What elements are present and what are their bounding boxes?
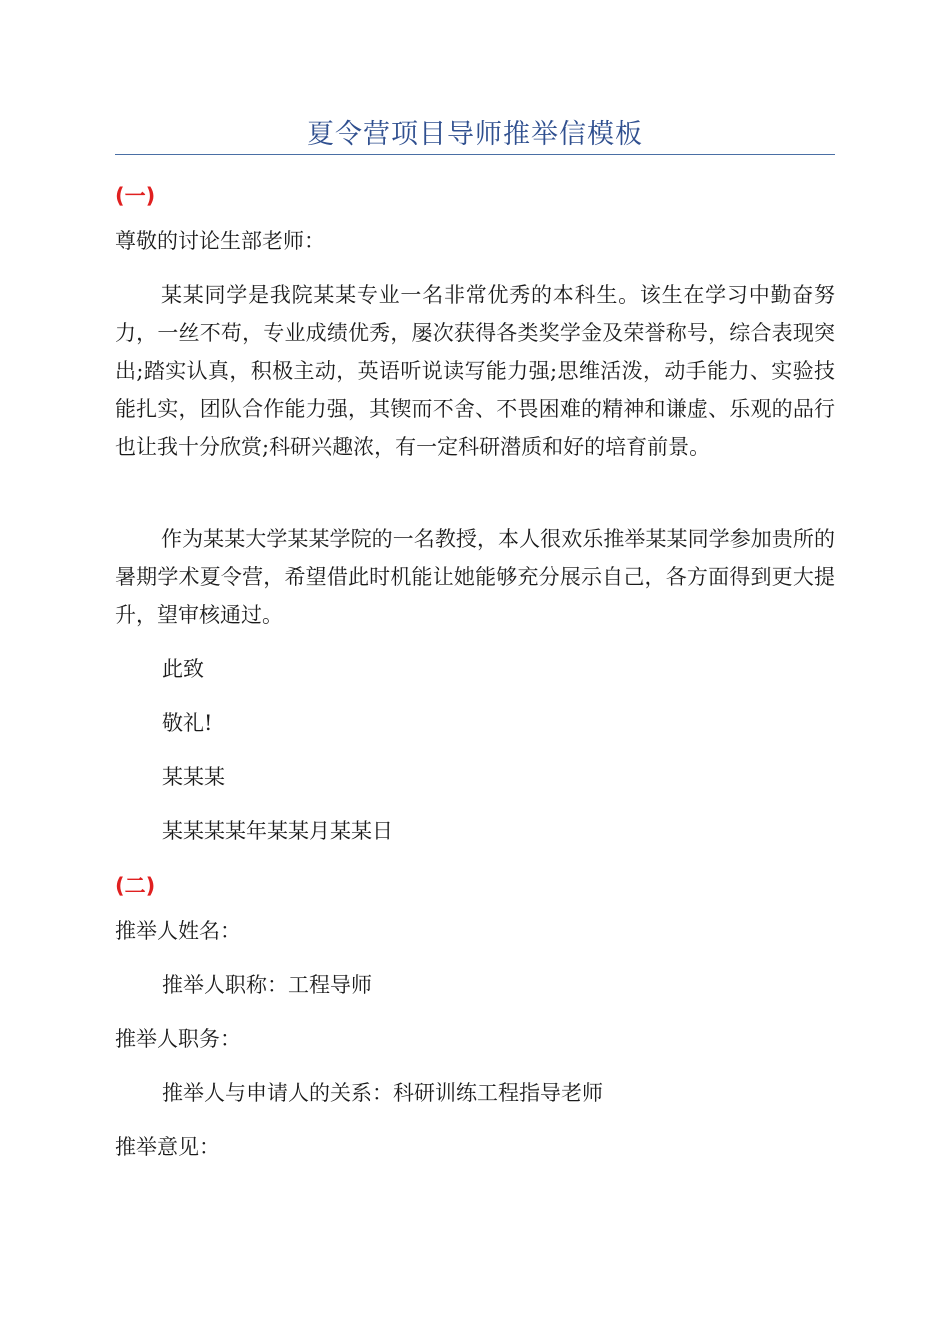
signature: 某某某 bbox=[162, 765, 225, 789]
section-2-heading: (二) bbox=[115, 874, 156, 898]
recommender-title-label: 推举人职称：工程导师 bbox=[162, 973, 372, 997]
recommender-position-label: 推举人职务： bbox=[115, 1027, 241, 1051]
recommendation-opinion-label: 推举意见： bbox=[115, 1135, 220, 1159]
closing-line-1: 此致 bbox=[162, 657, 204, 681]
body-paragraph-2: 作为某某大学某某学院的一名教授，本人很欢乐推举某某同学参加贵所的暑期学术夏令营，希望借此时机能让她能够充分展示自己，各方面得到更大提升，望审核通过。 bbox=[115, 527, 835, 627]
salutation: 尊敬的讨论生部老师： bbox=[115, 229, 325, 253]
signature-date: 某某某某年某某月某某日 bbox=[162, 819, 393, 843]
closing-line-2: 敬礼! bbox=[162, 711, 213, 735]
document-title: 夏令营项目导师推举信模板 bbox=[307, 119, 643, 150]
section-1-heading: (一) bbox=[115, 184, 156, 208]
recommender-relation-label: 推举人与申请人的关系：科研训练工程指导老师 bbox=[162, 1081, 603, 1105]
body-paragraph-1: 某某同学是我院某某专业一名非常优秀的本科生。该生在学习中勤奋努力，一丝不苟，专业成绩优秀，屡次获得各类奖学金及荣誉称号，综合表现突出;踏实认真，积极主动，英语听说读写能力强;思维活泼，动手能力、实验技能扎实，团队合作能力强，其锲而不舍、不畏困难的精神和谦虚、乐观的品行也让我十分欣赏;科研兴趣浓，有一定科研潜质和好的培育前景。 bbox=[115, 283, 835, 459]
recommender-name-label: 推举人姓名： bbox=[115, 919, 241, 943]
title-underline bbox=[115, 154, 835, 155]
